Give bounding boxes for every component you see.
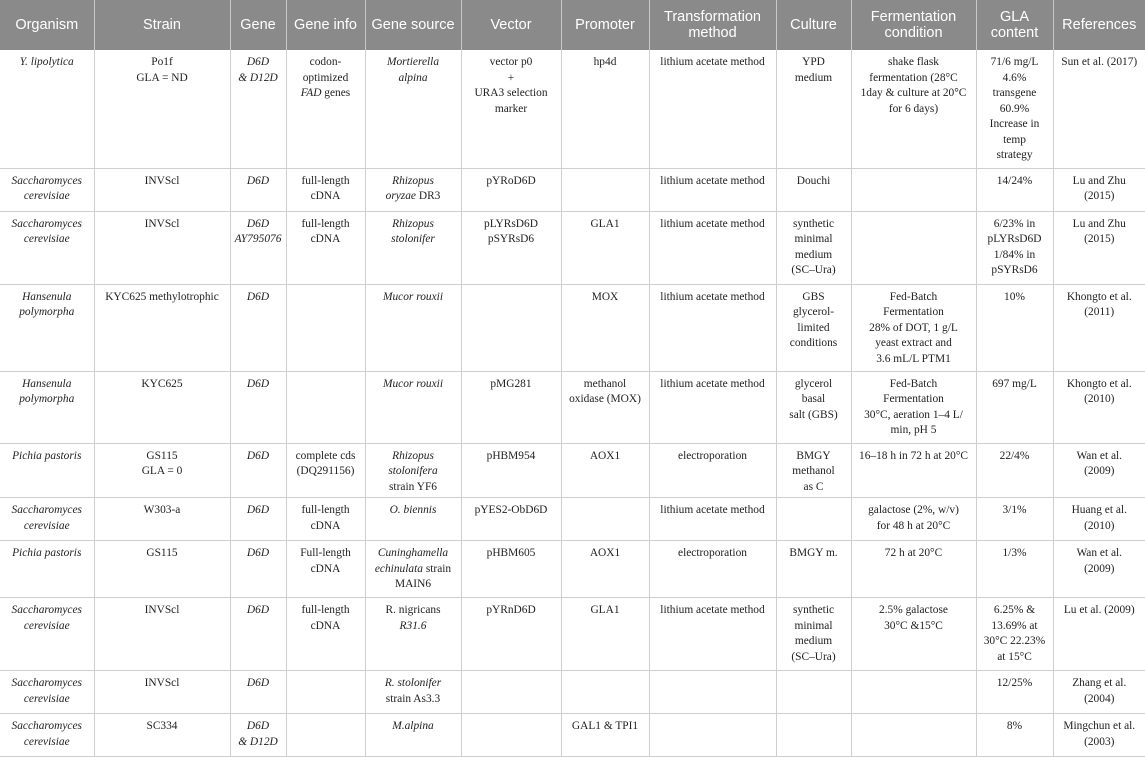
- gene-source-cell: [365, 371, 461, 443]
- gene-cell: D6D: [230, 498, 286, 541]
- gene-info-cell: [286, 541, 365, 598]
- strain-cell: Po1f GLA = ND: [94, 50, 230, 168]
- fermentation-condition-cell: [851, 671, 976, 714]
- vector-cell: vector p0 + URA3 selection marker: [461, 50, 561, 168]
- gene-source-species: Rhizopus stolonifera: [388, 449, 438, 477]
- fermentation-condition-cell: Fed-Batch Fermentation 28% of DOT, 1 g/L yeast extract and 3.6 mL/L PTM1: [851, 284, 976, 371]
- gene-cell: D6D: [230, 443, 286, 498]
- gene-cell: D6D: [230, 598, 286, 671]
- strain-cell: INVScl: [94, 211, 230, 284]
- gene-cell: D6D: [230, 284, 286, 371]
- promoter-cell: [561, 498, 649, 541]
- gene-info-cell: [286, 714, 365, 757]
- promoter-cell: MOX: [561, 284, 649, 371]
- organism-cell: Hansenula polymorpha: [0, 371, 94, 443]
- culture-cell: YPD medium: [776, 50, 851, 168]
- strain-cell: SC334: [94, 714, 230, 757]
- gene-info-text: full-length cDNA: [301, 174, 350, 202]
- header-strain: Strain: [94, 0, 230, 50]
- promoter-cell: methanol oxidase (MOX): [561, 371, 649, 443]
- gla-content-cell: 6/23% in pLYRsD6D 1/84% in pSYRsD6: [976, 211, 1053, 284]
- reference-cell: Lu et al. (2009): [1053, 598, 1145, 671]
- gene-source-species: Mucor rouxii: [382, 377, 443, 390]
- gene-info-italic: FAD: [300, 87, 322, 99]
- strain-cell: KYC625: [94, 371, 230, 443]
- fermentation-condition-cell: [851, 714, 976, 757]
- gene-info-cell: [286, 598, 365, 671]
- gene-source-species: O. biennis: [389, 504, 437, 516]
- gene-info-text: full-length cDNA: [301, 504, 350, 532]
- transformation-method-cell: electroporation: [649, 541, 776, 598]
- reference-cell: Zhang et al. (2004): [1053, 671, 1145, 714]
- transformation-method-cell: lithium acetate method: [649, 211, 776, 284]
- gene-source-prefix: R. nigricans: [385, 604, 441, 616]
- header-organism: Organism: [0, 0, 94, 50]
- table-row: [0, 498, 1145, 541]
- table-row: [0, 671, 1145, 714]
- gene-info-cell: [286, 371, 365, 443]
- vector-cell: pHBM605: [461, 541, 561, 598]
- organism-cell: Pichia pastoris: [0, 443, 94, 498]
- vector-cell: pYRoD6D: [461, 168, 561, 211]
- reference-cell: Lu and Zhu (2015): [1053, 211, 1145, 284]
- vector-cell: pYRnD6D: [461, 598, 561, 671]
- gene-source-species: Mucor rouxii: [382, 290, 443, 303]
- table-row: [0, 168, 1145, 211]
- culture-cell: [776, 671, 851, 714]
- reference-cell: Khongto et al. (2011): [1053, 284, 1145, 371]
- promoter-cell: GLA1: [561, 211, 649, 284]
- gene-source-species: Mortierella alpina: [386, 56, 440, 84]
- gene-source-species: Rhizopus stolonifer: [391, 217, 435, 245]
- culture-cell: [776, 714, 851, 757]
- gene-info-cell: [286, 168, 365, 211]
- reference-cell: Lu and Zhu (2015): [1053, 168, 1145, 211]
- gene-source-species: R. stolonifer: [384, 677, 442, 689]
- reference-cell: Mingchun et al. (2003): [1053, 714, 1145, 757]
- transformation-method-cell: lithium acetate method: [649, 284, 776, 371]
- fermentation-condition-cell: 72 h at 20°C: [851, 541, 976, 598]
- gene-source-cell: [365, 284, 461, 371]
- culture-cell: BMGY methanol as C: [776, 443, 851, 498]
- gene-info-cell: [286, 211, 365, 284]
- promoter-cell: AOX1: [561, 443, 649, 498]
- gla-content-cell: 71/6 mg/L 4.6% transgene 60.9% Increase in temp strategy: [976, 50, 1053, 168]
- gene-source-species: R31.6: [399, 619, 427, 632]
- transformation-method-cell: [649, 671, 776, 714]
- gene-cell: D6D & D12D: [230, 50, 286, 168]
- organism-cell: Saccharomyces cerevisiae: [0, 598, 94, 671]
- organism-cell: Saccharomyces cerevisiae: [0, 498, 94, 541]
- gla-content-cell: 10%: [976, 284, 1053, 371]
- vector-cell: [461, 284, 561, 371]
- gene-cell: D6D & D12D: [230, 714, 286, 757]
- transformation-method-cell: electroporation: [649, 443, 776, 498]
- promoter-cell: GLA1: [561, 598, 649, 671]
- gla-content-cell: 697 mg/L: [976, 371, 1053, 443]
- gene-source-strain: DR3: [416, 190, 441, 202]
- strain-cell: INVScl: [94, 598, 230, 671]
- vector-cell: pLYRsD6D pSYRsD6: [461, 211, 561, 284]
- gene-info-cell: [286, 671, 365, 714]
- gene-info-cell: [286, 498, 365, 541]
- gene-info-text: full-length cDNA: [301, 604, 350, 632]
- promoter-cell: GAL1 & TPI1: [561, 714, 649, 757]
- table-row: [0, 211, 1145, 284]
- gene-info-text: complete cds (DQ291156): [295, 449, 356, 477]
- strain-cell: INVScl: [94, 671, 230, 714]
- strain-cell: W303-a: [94, 498, 230, 541]
- gene-cell: D6D: [230, 541, 286, 598]
- gene-source-cell: [365, 50, 461, 168]
- table-row: [0, 443, 1145, 498]
- transformation-method-cell: lithium acetate method: [649, 50, 776, 168]
- culture-cell: synthetic minimal medium (SC–Ura): [776, 211, 851, 284]
- strain-cell: KYC625 methylotrophic: [94, 284, 230, 371]
- fermentation-condition-cell: [851, 211, 976, 284]
- gene-info-text: Full-length cDNA: [300, 547, 351, 575]
- gla-content-cell: 12/25%: [976, 671, 1053, 714]
- organism-cell: Saccharomyces cerevisiae: [0, 211, 94, 284]
- gla-content-cell: 3/1%: [976, 498, 1053, 541]
- organism-cell: Saccharomyces cerevisiae: [0, 168, 94, 211]
- vector-cell: pYES2-ObD6D: [461, 498, 561, 541]
- header-fermentation-condition: Fermentation condition: [851, 0, 976, 50]
- fermentation-condition-cell: galactose (2%, w/v) for 48 h at 20°C: [851, 498, 976, 541]
- gene-source-strain: strain MAIN6: [394, 562, 452, 590]
- organism-cell: Pichia pastoris: [0, 541, 94, 598]
- promoter-cell: [561, 671, 649, 714]
- culture-cell: [776, 498, 851, 541]
- table-row: [0, 541, 1145, 598]
- transformation-method-cell: lithium acetate method: [649, 598, 776, 671]
- reference-cell: Huang et al. (2010): [1053, 498, 1145, 541]
- organism-cell: Y. lipolytica: [0, 50, 94, 168]
- transformation-method-cell: lithium acetate method: [649, 498, 776, 541]
- gene-source-species: Cuninghamella echinulata: [374, 547, 449, 575]
- table-row: [0, 284, 1145, 371]
- table-row: [0, 371, 1145, 443]
- header-promoter: Promoter: [561, 0, 649, 50]
- header-gla-content: GLA content: [976, 0, 1053, 50]
- fermentation-condition-cell: shake flask fermentation (28°C 1day & culture at 20°C for 6 days): [851, 50, 976, 168]
- culture-cell: Douchi: [776, 168, 851, 211]
- promoter-cell: [561, 168, 649, 211]
- gene-info-text: full-length cDNA: [301, 217, 350, 245]
- transformation-method-cell: lithium acetate method: [649, 168, 776, 211]
- vector-cell: [461, 714, 561, 757]
- header-gene: Gene: [230, 0, 286, 50]
- table-row: [0, 50, 1145, 168]
- organism-cell: Saccharomyces cerevisiae: [0, 714, 94, 757]
- strain-cell: GS115 GLA = 0: [94, 443, 230, 498]
- vector-cell: pMG281: [461, 371, 561, 443]
- reference-cell: Wan et al. (2009): [1053, 541, 1145, 598]
- culture-cell: synthetic minimal medium (SC–Ura): [776, 598, 851, 671]
- gene-info-suffix: genes: [321, 87, 351, 99]
- reference-cell: Khongto et al. (2010): [1053, 371, 1145, 443]
- reference-cell: Sun et al. (2017): [1053, 50, 1145, 168]
- header-references: References: [1053, 0, 1145, 50]
- header-gene-source: Gene source: [365, 0, 461, 50]
- gla-content-cell: 8%: [976, 714, 1053, 757]
- gene-cell: D6D: [230, 671, 286, 714]
- culture-cell: BMGY m.: [776, 541, 851, 598]
- gene-info-text: codon- optimized: [302, 56, 349, 84]
- gene-source-species: M.alpina: [392, 720, 434, 732]
- culture-cell: glycerol basal salt (GBS): [776, 371, 851, 443]
- gene-source-species: Rhizopus oryzae: [385, 174, 434, 202]
- gla-content-cell: 6.25% & 13.69% at 30°C 22.23% at 15°C: [976, 598, 1053, 671]
- promoter-cell: AOX1: [561, 541, 649, 598]
- gene-source-cell: [365, 443, 461, 498]
- gene-info-cell: [286, 50, 365, 168]
- transformation-method-cell: lithium acetate method: [649, 371, 776, 443]
- organism-cell: Hansenula polymorpha: [0, 284, 94, 371]
- header-vector: Vector: [461, 0, 561, 50]
- header-transformation-method: Transformation method: [649, 0, 776, 50]
- fermentation-condition-cell: Fed-Batch Fermentation 30°C, aeration 1–4 L/ min, pH 5: [851, 371, 976, 443]
- header-culture: Culture: [776, 0, 851, 50]
- promoter-cell: hp4d: [561, 50, 649, 168]
- vector-cell: pHBM954: [461, 443, 561, 498]
- gene-source-cell: [365, 211, 461, 284]
- table-body: [0, 50, 1145, 757]
- gene-info-cell: [286, 284, 365, 371]
- gene-cell: D6D: [230, 371, 286, 443]
- gla-content-cell: 1/3%: [976, 541, 1053, 598]
- gene-source-cell: [365, 541, 461, 598]
- gene-source-cell: [365, 671, 461, 714]
- gene-source-cell: [365, 168, 461, 211]
- culture-cell: GBS glycerol- limited conditions: [776, 284, 851, 371]
- table-row: [0, 714, 1145, 757]
- strain-cell: GS115: [94, 541, 230, 598]
- fermentation-condition-cell: 2.5% galactose 30°C &15°C: [851, 598, 976, 671]
- header-row: [0, 0, 1145, 50]
- gla-content-cell: 14/24%: [976, 168, 1053, 211]
- gene-info-cell: [286, 443, 365, 498]
- fermentation-condition-cell: 16–18 h in 72 h at 20°C: [851, 443, 976, 498]
- gene-cell: D6D: [230, 168, 286, 211]
- gene-source-cell: [365, 714, 461, 757]
- gene-source-strain: strain As3.3: [385, 692, 441, 705]
- transformation-method-cell: [649, 714, 776, 757]
- vector-cell: [461, 671, 561, 714]
- gene-cell: D6D AY795076: [230, 211, 286, 284]
- gene-source-cell: [365, 598, 461, 671]
- strain-cell: INVScl: [94, 168, 230, 211]
- gene-source-cell: [365, 498, 461, 541]
- table-row: [0, 598, 1145, 671]
- gla-content-cell: 22/4%: [976, 443, 1053, 498]
- fermentation-condition-cell: [851, 168, 976, 211]
- gene-source-strain: strain YF6: [389, 480, 437, 493]
- header-gene-info: Gene info: [286, 0, 365, 50]
- reference-cell: Wan et al. (2009): [1053, 443, 1145, 498]
- organism-cell: Saccharomyces cerevisiae: [0, 671, 94, 714]
